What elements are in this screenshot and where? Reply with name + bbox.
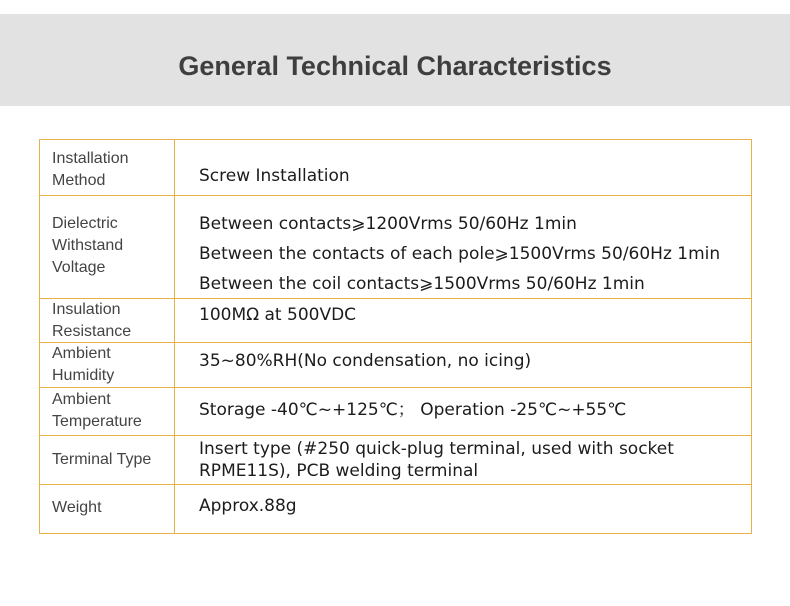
specs-table: [39, 139, 752, 534]
column-divider: [174, 140, 175, 533]
row-divider: [40, 435, 751, 436]
ambient-humidity-label: Ambient Humidity: [52, 345, 115, 384]
page-title: General Technical Characteristics: [178, 51, 612, 81]
installation-method-value: Screw Installation: [199, 166, 350, 186]
installation-method-label: Installation Method: [52, 150, 129, 189]
dielectric-voltage-value: Between the contacts of each pole⩾1500Vrms 50/60Hz 1min: [199, 244, 721, 264]
insulation-resistance-label: Insulation Resistance: [52, 301, 132, 340]
ambient-temperature-label: Ambient Temperature: [52, 391, 142, 430]
row-divider: [40, 298, 751, 299]
row-divider: [40, 387, 751, 388]
dielectric-voltage-value: Between the coil contacts⩾1500Vrms 50/60Hz 1min: [199, 274, 645, 294]
terminal-type-value: RPME11S), PCB welding terminal: [199, 461, 479, 481]
dielectric-voltage-value: Between contacts⩾1200Vrms 50/60Hz 1min: [199, 214, 577, 234]
ambient-humidity-value: 35~80%RH(No condensation, no icing): [199, 351, 532, 371]
ambient-temperature-value: Storage -40℃~+125℃； Operation -25℃~+55℃: [199, 400, 627, 420]
terminal-type-label: Terminal Type: [52, 451, 152, 468]
row-divider: [40, 342, 751, 343]
terminal-type-value: Insert type (#250 quick-plug terminal, used with socket: [199, 439, 674, 459]
weight-label: Weight: [52, 499, 102, 516]
weight-value: Approx.88g: [199, 496, 297, 516]
dielectric-voltage-label: Dielectric Withstand Voltage: [52, 215, 124, 276]
row-divider: [40, 195, 751, 196]
row-divider: [40, 484, 751, 485]
insulation-resistance-value: 100MΩ at 500VDC: [199, 305, 357, 325]
